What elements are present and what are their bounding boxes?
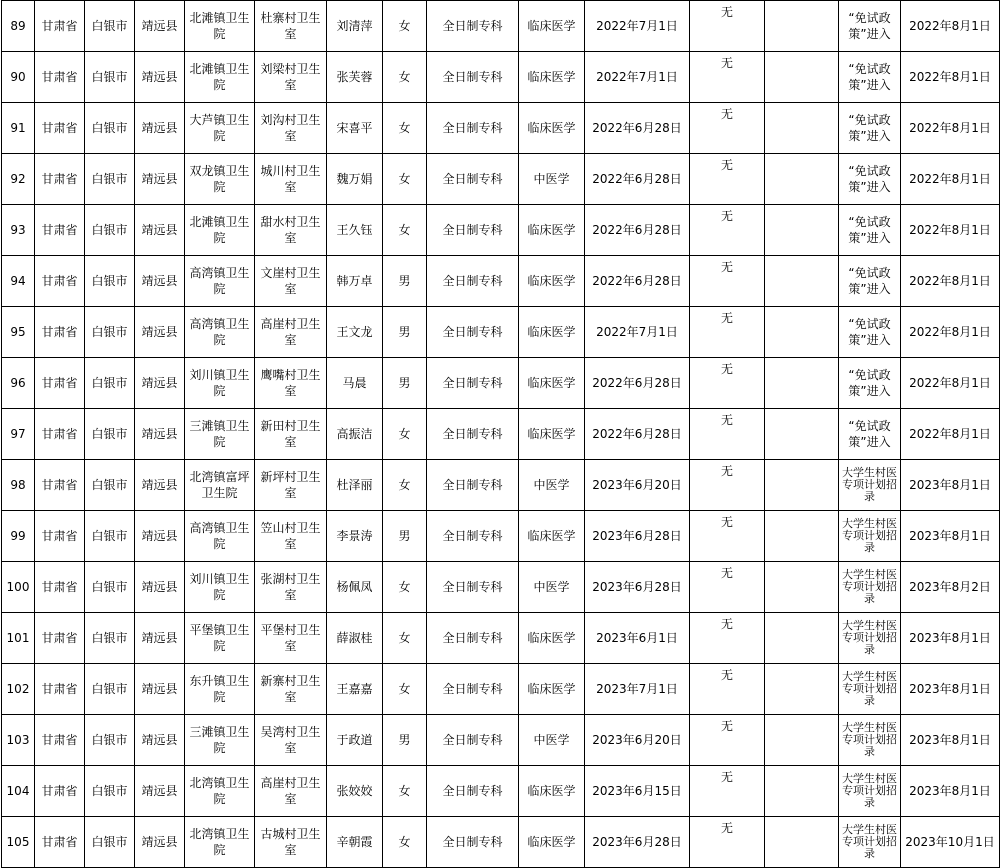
cell-start-date: 2022年8月1日: [901, 154, 1000, 205]
cell-province: 甘肃省: [35, 358, 85, 409]
cell-graduation-date: 2022年6月28日: [585, 103, 690, 154]
cell-gender: 女: [383, 409, 427, 460]
cell-province: 甘肃省: [35, 256, 85, 307]
cell-province: 甘肃省: [35, 715, 85, 766]
cell-name: 杨佩凤: [327, 562, 383, 613]
cell-start-date: 2023年8月1日: [901, 460, 1000, 511]
cell-certificate: 无: [690, 1, 765, 52]
cell-province: 甘肃省: [35, 613, 85, 664]
cell-province: 甘肃省: [35, 511, 85, 562]
cell-township-hospital: 东升镇卫生院: [185, 664, 255, 715]
cell-gender: 女: [383, 460, 427, 511]
cell-county: 靖远县: [135, 664, 185, 715]
cell-education: 全日制专科: [427, 817, 519, 868]
cell-certificate: 无: [690, 154, 765, 205]
cell-name: 杜泽丽: [327, 460, 383, 511]
cell-village-clinic: 新田村卫生室: [255, 409, 327, 460]
cell-major: 中医学: [519, 562, 585, 613]
cell-blank: [765, 562, 839, 613]
cell-name: 宋喜平: [327, 103, 383, 154]
cell-township-hospital: 三滩镇卫生院: [185, 715, 255, 766]
cell-township-hospital: 平堡镇卫生院: [185, 613, 255, 664]
cell-name: 于政道: [327, 715, 383, 766]
cell-major: 临床医学: [519, 103, 585, 154]
cell-graduation-date: 2023年6月20日: [585, 715, 690, 766]
cell-graduation-date: 2022年7月1日: [585, 52, 690, 103]
cell-province: 甘肃省: [35, 154, 85, 205]
cell-city: 白银市: [85, 103, 135, 154]
cell-certificate: 无: [690, 613, 765, 664]
cell-name: 张姣姣: [327, 766, 383, 817]
cell-gender: 女: [383, 817, 427, 868]
cell-education: 全日制专科: [427, 409, 519, 460]
cell-entry-route: 大学生村医专项计划招录: [839, 664, 901, 715]
cell-graduation-date: 2023年6月20日: [585, 460, 690, 511]
cell-village-clinic: 城川村卫生室: [255, 154, 327, 205]
cell-education: 全日制专科: [427, 256, 519, 307]
table-row: [2, 562, 1000, 613]
cell-education: 全日制专科: [427, 52, 519, 103]
table-row: [2, 613, 1000, 664]
cell-index: 105: [2, 817, 35, 868]
cell-certificate: 无: [690, 307, 765, 358]
cell-blank: [765, 664, 839, 715]
cell-name: 王文龙: [327, 307, 383, 358]
cell-entry-route: “免试政策”进入: [839, 52, 901, 103]
cell-village-clinic: 张湖村卫生室: [255, 562, 327, 613]
cell-township-hospital: 北湾镇卫生院: [185, 766, 255, 817]
cell-village-clinic: 鹰嘴村卫生室: [255, 358, 327, 409]
cell-province: 甘肃省: [35, 307, 85, 358]
cell-county: 靖远县: [135, 256, 185, 307]
table-row: [2, 154, 1000, 205]
cell-start-date: 2022年8月1日: [901, 358, 1000, 409]
cell-graduation-date: 2023年6月28日: [585, 817, 690, 868]
cell-city: 白银市: [85, 817, 135, 868]
cell-education: 全日制专科: [427, 664, 519, 715]
cell-entry-route: “免试政策”进入: [839, 307, 901, 358]
table-row: [2, 52, 1000, 103]
cell-county: 靖远县: [135, 307, 185, 358]
cell-start-date: 2022年8月1日: [901, 1, 1000, 52]
cell-county: 靖远县: [135, 613, 185, 664]
cell-township-hospital: 刘川镇卫生院: [185, 562, 255, 613]
cell-entry-route: “免试政策”进入: [839, 256, 901, 307]
cell-graduation-date: 2023年6月15日: [585, 766, 690, 817]
cell-city: 白银市: [85, 154, 135, 205]
cell-entry-route: “免试政策”进入: [839, 358, 901, 409]
cell-township-hospital: 高湾镇卫生院: [185, 307, 255, 358]
cell-start-date: 2023年8月1日: [901, 715, 1000, 766]
cell-township-hospital: 大芦镇卫生院: [185, 103, 255, 154]
cell-name: 张芙蓉: [327, 52, 383, 103]
cell-certificate: 无: [690, 715, 765, 766]
cell-county: 靖远县: [135, 409, 185, 460]
cell-start-date: 2022年8月1日: [901, 205, 1000, 256]
cell-start-date: 2023年8月1日: [901, 664, 1000, 715]
cell-entry-route: 大学生村医专项计划招录: [839, 562, 901, 613]
cell-start-date: 2022年8月1日: [901, 52, 1000, 103]
cell-blank: [765, 205, 839, 256]
cell-county: 靖远县: [135, 52, 185, 103]
table-row: [2, 664, 1000, 715]
cell-education: 全日制专科: [427, 154, 519, 205]
cell-blank: [765, 256, 839, 307]
cell-village-clinic: 古城村卫生室: [255, 817, 327, 868]
cell-major: 临床医学: [519, 766, 585, 817]
cell-township-hospital: 高湾镇卫生院: [185, 256, 255, 307]
cell-gender: 女: [383, 664, 427, 715]
cell-village-clinic: 杜寨村卫生室: [255, 1, 327, 52]
cell-index: 103: [2, 715, 35, 766]
cell-gender: 男: [383, 307, 427, 358]
cell-start-date: 2023年10月1日: [901, 817, 1000, 868]
cell-blank: [765, 460, 839, 511]
cell-province: 甘肃省: [35, 460, 85, 511]
cell-province: 甘肃省: [35, 205, 85, 256]
cell-certificate: 无: [690, 562, 765, 613]
cell-city: 白银市: [85, 409, 135, 460]
cell-index: 95: [2, 307, 35, 358]
cell-city: 白银市: [85, 766, 135, 817]
cell-index: 102: [2, 664, 35, 715]
cell-major: 中医学: [519, 154, 585, 205]
cell-city: 白银市: [85, 613, 135, 664]
cell-index: 93: [2, 205, 35, 256]
cell-graduation-date: 2023年6月28日: [585, 511, 690, 562]
cell-blank: [765, 409, 839, 460]
cell-entry-route: 大学生村医专项计划招录: [839, 817, 901, 868]
cell-certificate: 无: [690, 409, 765, 460]
table-row: [2, 1, 1000, 52]
cell-city: 白银市: [85, 52, 135, 103]
cell-province: 甘肃省: [35, 52, 85, 103]
cell-entry-route: “免试政策”进入: [839, 409, 901, 460]
cell-city: 白银市: [85, 715, 135, 766]
cell-graduation-date: 2022年6月28日: [585, 154, 690, 205]
cell-certificate: 无: [690, 205, 765, 256]
cell-city: 白银市: [85, 205, 135, 256]
cell-province: 甘肃省: [35, 409, 85, 460]
table-row: [2, 817, 1000, 868]
cell-entry-route: “免试政策”进入: [839, 154, 901, 205]
cell-education: 全日制专科: [427, 613, 519, 664]
cell-index: 91: [2, 103, 35, 154]
cell-province: 甘肃省: [35, 1, 85, 52]
cell-start-date: 2022年8月1日: [901, 256, 1000, 307]
cell-index: 90: [2, 52, 35, 103]
cell-village-clinic: 新坪村卫生室: [255, 460, 327, 511]
cell-name: 王嘉嘉: [327, 664, 383, 715]
cell-province: 甘肃省: [35, 562, 85, 613]
cell-education: 全日制专科: [427, 103, 519, 154]
cell-education: 全日制专科: [427, 766, 519, 817]
cell-county: 靖远县: [135, 766, 185, 817]
cell-blank: [765, 817, 839, 868]
cell-graduation-date: 2023年6月28日: [585, 562, 690, 613]
cell-village-clinic: 吴湾村卫生室: [255, 715, 327, 766]
cell-city: 白银市: [85, 358, 135, 409]
cell-blank: [765, 154, 839, 205]
cell-gender: 女: [383, 1, 427, 52]
cell-gender: 女: [383, 562, 427, 613]
cell-education: 全日制专科: [427, 562, 519, 613]
cell-village-clinic: 文崖村卫生室: [255, 256, 327, 307]
cell-index: 98: [2, 460, 35, 511]
cell-province: 甘肃省: [35, 817, 85, 868]
cell-certificate: 无: [690, 664, 765, 715]
cell-index: 100: [2, 562, 35, 613]
cell-blank: [765, 103, 839, 154]
cell-county: 靖远县: [135, 460, 185, 511]
cell-major: 中医学: [519, 715, 585, 766]
cell-education: 全日制专科: [427, 715, 519, 766]
table-row: [2, 103, 1000, 154]
cell-township-hospital: 三滩镇卫生院: [185, 409, 255, 460]
cell-township-hospital: 北滩镇卫生院: [185, 205, 255, 256]
table-row: [2, 409, 1000, 460]
table-row: [2, 460, 1000, 511]
cell-name: 辛朝霞: [327, 817, 383, 868]
cell-graduation-date: 2022年6月28日: [585, 358, 690, 409]
cell-education: 全日制专科: [427, 1, 519, 52]
cell-name: 李景涛: [327, 511, 383, 562]
cell-blank: [765, 766, 839, 817]
cell-index: 104: [2, 766, 35, 817]
cell-index: 99: [2, 511, 35, 562]
cell-graduation-date: 2022年6月28日: [585, 256, 690, 307]
cell-village-clinic: 笠山村卫生室: [255, 511, 327, 562]
cell-entry-route: 大学生村医专项计划招录: [839, 613, 901, 664]
cell-name: 王久钰: [327, 205, 383, 256]
cell-education: 全日制专科: [427, 460, 519, 511]
cell-name: 薛淑桂: [327, 613, 383, 664]
cell-gender: 女: [383, 613, 427, 664]
cell-graduation-date: 2022年6月28日: [585, 205, 690, 256]
cell-county: 靖远县: [135, 358, 185, 409]
roster-table: [1, 0, 1000, 868]
cell-county: 靖远县: [135, 1, 185, 52]
cell-province: 甘肃省: [35, 664, 85, 715]
cell-index: 96: [2, 358, 35, 409]
cell-township-hospital: 北滩镇卫生院: [185, 1, 255, 52]
cell-county: 靖远县: [135, 817, 185, 868]
cell-major: 临床医学: [519, 511, 585, 562]
cell-gender: 女: [383, 103, 427, 154]
cell-gender: 女: [383, 154, 427, 205]
cell-name: 马晨: [327, 358, 383, 409]
table-row: [2, 511, 1000, 562]
cell-major: 临床医学: [519, 256, 585, 307]
cell-major: 临床医学: [519, 409, 585, 460]
cell-start-date: 2023年8月1日: [901, 766, 1000, 817]
cell-name: 魏万娟: [327, 154, 383, 205]
cell-city: 白银市: [85, 1, 135, 52]
cell-township-hospital: 双龙镇卫生院: [185, 154, 255, 205]
cell-certificate: 无: [690, 460, 765, 511]
cell-entry-route: “免试政策”进入: [839, 205, 901, 256]
cell-city: 白银市: [85, 511, 135, 562]
cell-village-clinic: 刘梁村卫生室: [255, 52, 327, 103]
cell-blank: [765, 307, 839, 358]
table-row: [2, 358, 1000, 409]
cell-index: 89: [2, 1, 35, 52]
cell-index: 97: [2, 409, 35, 460]
cell-start-date: 2023年8月1日: [901, 613, 1000, 664]
cell-township-hospital: 北湾镇富坪卫生院: [185, 460, 255, 511]
cell-county: 靖远县: [135, 715, 185, 766]
cell-certificate: 无: [690, 358, 765, 409]
cell-name: 高振洁: [327, 409, 383, 460]
cell-graduation-date: 2022年7月1日: [585, 1, 690, 52]
cell-village-clinic: 刘沟村卫生室: [255, 103, 327, 154]
cell-city: 白银市: [85, 664, 135, 715]
cell-blank: [765, 52, 839, 103]
cell-entry-route: 大学生村医专项计划招录: [839, 766, 901, 817]
cell-village-clinic: 平堡村卫生室: [255, 613, 327, 664]
cell-index: 92: [2, 154, 35, 205]
cell-blank: [765, 613, 839, 664]
cell-graduation-date: 2023年6月1日: [585, 613, 690, 664]
cell-township-hospital: 北滩镇卫生院: [185, 52, 255, 103]
cell-entry-route: 大学生村医专项计划招录: [839, 511, 901, 562]
cell-village-clinic: 新寨村卫生室: [255, 664, 327, 715]
cell-start-date: 2022年8月1日: [901, 103, 1000, 154]
cell-gender: 女: [383, 205, 427, 256]
cell-city: 白银市: [85, 460, 135, 511]
cell-village-clinic: 高崖村卫生室: [255, 766, 327, 817]
cell-graduation-date: 2022年6月28日: [585, 409, 690, 460]
cell-certificate: 无: [690, 103, 765, 154]
cell-index: 94: [2, 256, 35, 307]
cell-county: 靖远县: [135, 511, 185, 562]
cell-graduation-date: 2022年7月1日: [585, 307, 690, 358]
cell-major: 临床医学: [519, 817, 585, 868]
table-body: [2, 1, 1000, 868]
cell-start-date: 2022年8月1日: [901, 307, 1000, 358]
cell-certificate: 无: [690, 766, 765, 817]
cell-gender: 男: [383, 256, 427, 307]
cell-city: 白银市: [85, 307, 135, 358]
cell-gender: 男: [383, 715, 427, 766]
table-row: [2, 307, 1000, 358]
cell-entry-route: 大学生村医专项计划招录: [839, 715, 901, 766]
cell-major: 临床医学: [519, 613, 585, 664]
cell-major: 临床医学: [519, 205, 585, 256]
cell-certificate: 无: [690, 52, 765, 103]
cell-name: 韩万卓: [327, 256, 383, 307]
cell-province: 甘肃省: [35, 766, 85, 817]
cell-start-date: 2023年8月2日: [901, 562, 1000, 613]
cell-township-hospital: 刘川镇卫生院: [185, 358, 255, 409]
cell-certificate: 无: [690, 256, 765, 307]
cell-graduation-date: 2023年7月1日: [585, 664, 690, 715]
cell-county: 靖远县: [135, 154, 185, 205]
table-row: [2, 205, 1000, 256]
cell-township-hospital: 高湾镇卫生院: [185, 511, 255, 562]
cell-township-hospital: 北湾镇卫生院: [185, 817, 255, 868]
cell-entry-route: “免试政策”进入: [839, 1, 901, 52]
cell-major: 临床医学: [519, 52, 585, 103]
cell-name: 刘清萍: [327, 1, 383, 52]
cell-gender: 男: [383, 358, 427, 409]
table-row: [2, 715, 1000, 766]
cell-index: 101: [2, 613, 35, 664]
cell-entry-route: 大学生村医专项计划招录: [839, 460, 901, 511]
cell-education: 全日制专科: [427, 307, 519, 358]
cell-city: 白银市: [85, 562, 135, 613]
cell-major: 中医学: [519, 460, 585, 511]
cell-start-date: 2023年8月1日: [901, 511, 1000, 562]
cell-village-clinic: 甜水村卫生室: [255, 205, 327, 256]
cell-education: 全日制专科: [427, 511, 519, 562]
cell-blank: [765, 511, 839, 562]
table-row: [2, 256, 1000, 307]
cell-gender: 男: [383, 511, 427, 562]
cell-major: 临床医学: [519, 358, 585, 409]
cell-education: 全日制专科: [427, 205, 519, 256]
cell-education: 全日制专科: [427, 358, 519, 409]
cell-county: 靖远县: [135, 205, 185, 256]
cell-county: 靖远县: [135, 103, 185, 154]
cell-gender: 女: [383, 52, 427, 103]
cell-major: 临床医学: [519, 664, 585, 715]
cell-city: 白银市: [85, 256, 135, 307]
cell-village-clinic: 高崖村卫生室: [255, 307, 327, 358]
cell-certificate: 无: [690, 511, 765, 562]
cell-blank: [765, 1, 839, 52]
cell-blank: [765, 358, 839, 409]
cell-county: 靖远县: [135, 562, 185, 613]
table-row: [2, 766, 1000, 817]
cell-province: 甘肃省: [35, 103, 85, 154]
cell-major: 临床医学: [519, 307, 585, 358]
cell-gender: 女: [383, 766, 427, 817]
cell-certificate: 无: [690, 817, 765, 868]
cell-start-date: 2022年8月1日: [901, 409, 1000, 460]
cell-entry-route: “免试政策”进入: [839, 103, 901, 154]
cell-major: 临床医学: [519, 1, 585, 52]
cell-blank: [765, 715, 839, 766]
